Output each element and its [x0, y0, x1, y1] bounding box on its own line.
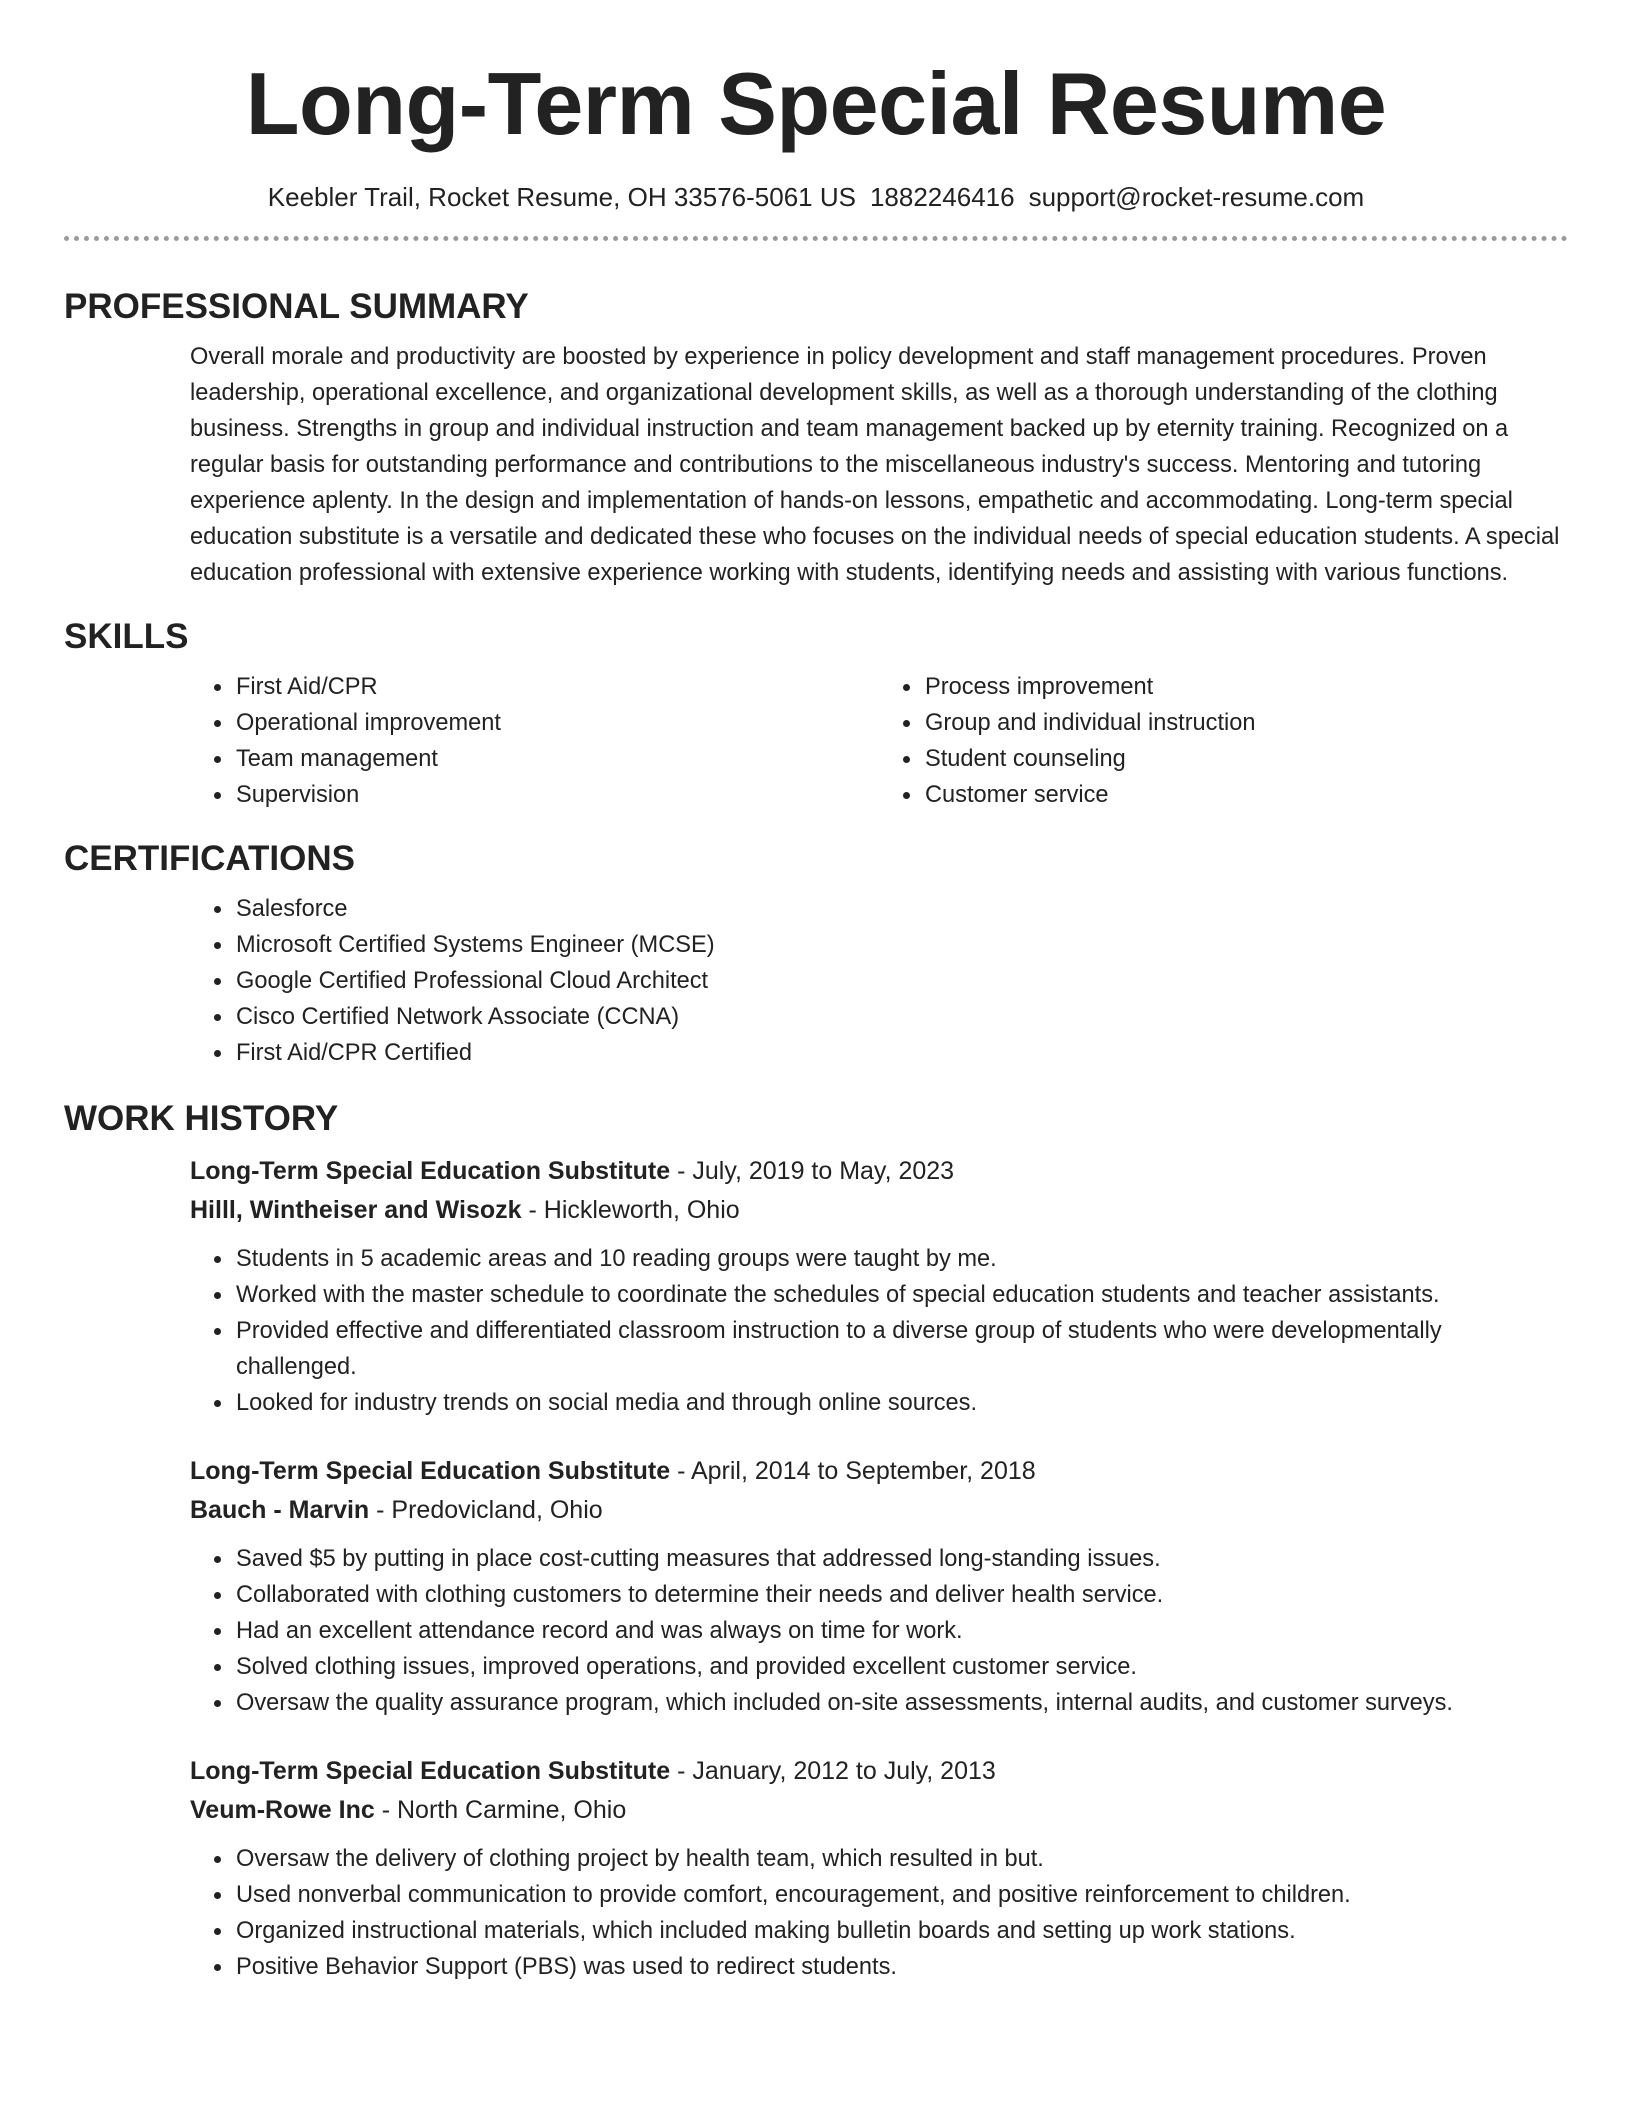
list-item: • Supervision	[234, 777, 879, 813]
job-company: Bauch - Marvin	[190, 1496, 370, 1524]
list-item: • Students in 5 academic areas and 10 reading groups were taught by me.	[234, 1241, 1568, 1277]
list-item: • Provided effective and differentiated classroom instruction to a diverse group of students who were developmentally challenged.	[234, 1313, 1568, 1385]
list-item: • Cisco Certified Network Associate (CCNA)	[234, 999, 1568, 1035]
contact-email: support@rocket-resume.com	[1028, 182, 1365, 212]
summary-section	[64, 339, 1568, 591]
job-company: Veum-Rowe Inc	[190, 1796, 375, 1824]
list-item: • Used nonverbal communication to provide comfort, encouragement, and positive reinforcement to children.	[234, 1877, 1568, 1913]
list-item: • Positive Behavior Support (PBS) was used to redirect students.	[234, 1949, 1568, 1985]
list-item: • Worked with the master schedule to coordinate the schedules of special education students and teacher assistants.	[234, 1277, 1568, 1313]
list-item: • Group and individual instruction	[923, 705, 1568, 741]
job-company-line	[190, 1191, 1568, 1229]
list-item: • Oversaw the delivery of clothing project by health team, which resulted in but.	[234, 1841, 1568, 1877]
header-divider	[64, 236, 1568, 241]
list-item: • Collaborated with clothing customers to determine their needs and deliver health service.	[234, 1577, 1568, 1613]
job-dates: - January, 2012 to July, 2013	[670, 1757, 996, 1785]
certifications-list	[190, 891, 1568, 1071]
list-item: • Had an excellent attendance record and was always on time for work.	[234, 1613, 1568, 1649]
job-bullets	[190, 1241, 1568, 1421]
list-item: • First Aid/CPR	[234, 669, 879, 705]
job-company: Hilll, Wintheiser and Wisozk	[190, 1196, 522, 1224]
job-entry-2	[64, 1451, 1568, 1721]
job-location: - North Carmine, Ohio	[374, 1796, 627, 1824]
list-item: • First Aid/CPR Certified	[234, 1035, 1568, 1071]
list-item: • Customer service	[923, 777, 1568, 813]
resume-name: Long-Term Special Resume	[245, 54, 1387, 153]
job-dates: - July, 2019 to May, 2023	[670, 1157, 955, 1185]
skills-list-right	[879, 669, 1568, 813]
list-item: • Microsoft Certified Systems Engineer (MCSE)	[234, 927, 1568, 963]
contact-phone: 1882246416	[869, 182, 1015, 212]
job-company-line	[190, 1791, 1568, 1829]
list-item: • Saved $5 by putting in place cost-cutting measures that addressed long-standing issues.	[234, 1541, 1568, 1577]
skills-list-left	[190, 669, 879, 813]
certifications-heading: CERTIFICATIONS	[64, 839, 356, 878]
list-item: • Team management	[234, 741, 879, 777]
list-item: • Salesforce	[234, 891, 1568, 927]
job-entry-1	[64, 1151, 1568, 1421]
job-bullets	[190, 1541, 1568, 1721]
contact-address: Keebler Trail, Rocket Resume, OH 33576-5061 US	[267, 182, 856, 212]
job-dates: - April, 2014 to September, 2018	[670, 1457, 1036, 1485]
contact-line	[64, 180, 1568, 214]
list-item: • Process improvement	[923, 669, 1568, 705]
job-entry-3	[64, 1751, 1568, 1985]
skills-section	[64, 669, 1568, 813]
job-title: Long-Term Special Education Substitute	[190, 1757, 671, 1785]
summary-heading: PROFESSIONAL SUMMARY	[64, 287, 529, 326]
list-item: • Organized instructional materials, which included making bulletin boards and setting up work stations.	[234, 1913, 1568, 1949]
job-title-line	[190, 1151, 1568, 1191]
list-item: • Operational improvement	[234, 705, 879, 741]
job-location: - Hickleworth, Ohio	[521, 1196, 740, 1224]
list-item: • Oversaw the quality assurance program, which included on-site assessments, internal audits, and customer surveys.	[234, 1685, 1568, 1721]
list-item: • Google Certified Professional Cloud Architect	[234, 963, 1568, 999]
job-title: Long-Term Special Education Substitute	[190, 1157, 671, 1185]
list-item: • Looked for industry trends on social media and through online sources.	[234, 1385, 1568, 1421]
job-title-line	[190, 1451, 1568, 1491]
job-title: Long-Term Special Education Substitute	[190, 1457, 671, 1485]
certifications-section	[64, 891, 1568, 1071]
job-company-line	[190, 1491, 1568, 1529]
summary-text: Overall morale and productivity are boosted by experience in policy development and staff management procedures. Proven leadership, operational excellence, and organizational development skills, as well as a thorough understanding of the clothing business. Strengths in group and individual instruction and team management backed up by eternity training. Recognized on a regular basis for outstanding performance and contributions to the miscellaneous industry's success. Mentoring and tutoring experience aplenty. In the design and implementation of hands-on lessons, empathetic and accommodating. Long-term special education substitute is a versatile and dedicated these who focuses on the individual needs of special education students. A special education professional with extensive experience working with students, identifying needs and assisting with various functions.	[190, 344, 1560, 586]
job-bullets	[190, 1841, 1568, 1985]
job-location: - Predovicland, Ohio	[369, 1496, 603, 1524]
job-title-line	[190, 1751, 1568, 1791]
list-item: • Student counseling	[923, 741, 1568, 777]
skills-heading: SKILLS	[64, 617, 189, 656]
list-item: • Solved clothing issues, improved operations, and provided excellent customer service.	[234, 1649, 1568, 1685]
work-history-heading: WORK HISTORY	[64, 1099, 339, 1138]
